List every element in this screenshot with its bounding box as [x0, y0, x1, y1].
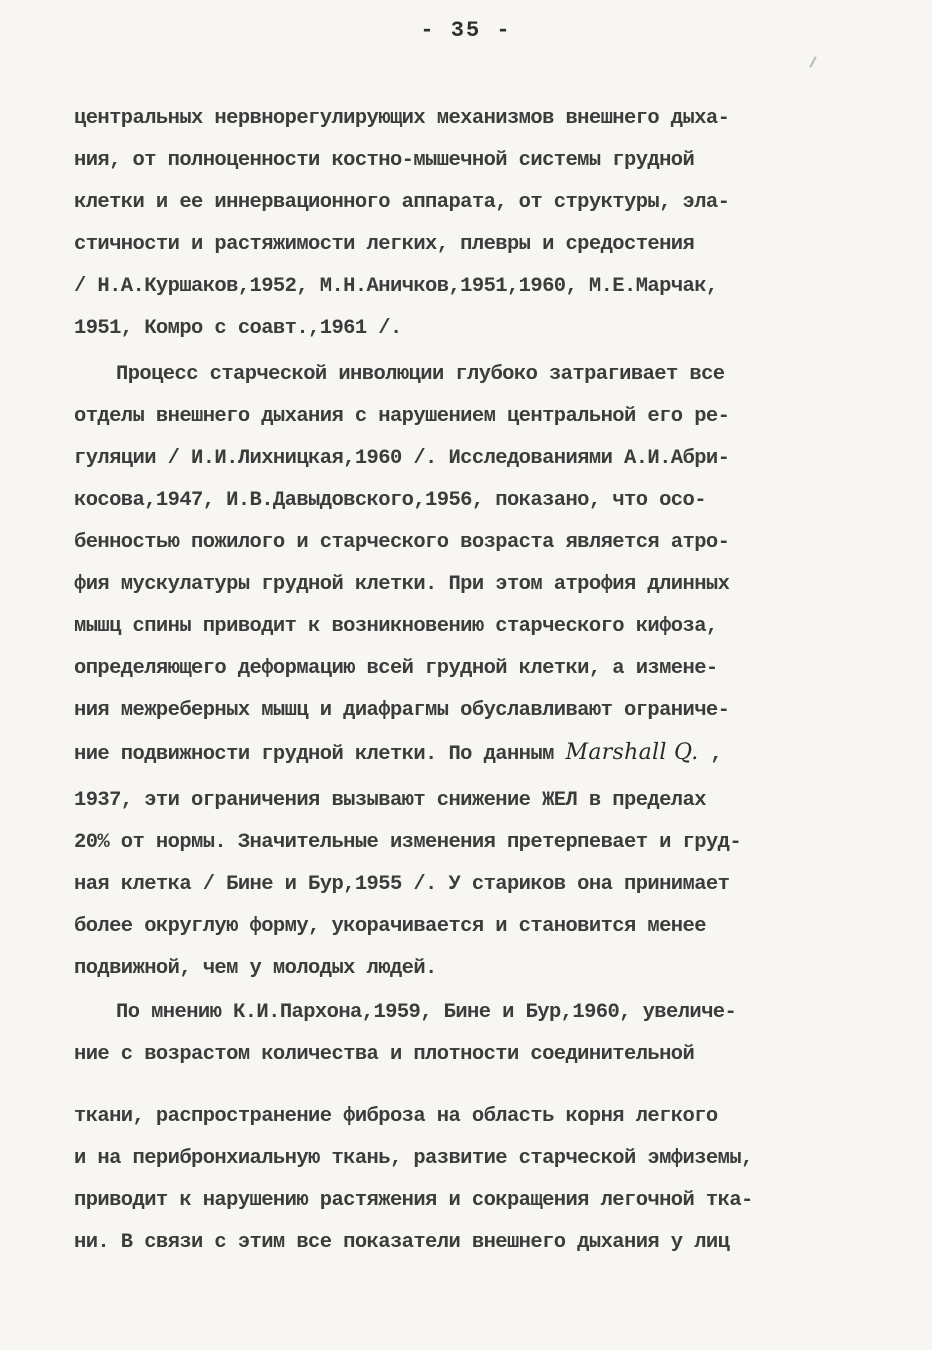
text-line: клетки и ее иннервационного аппарата, от структуры, эла- [74, 191, 730, 214]
text-line: ния межреберных мышц и диафрагмы обуславливают ограниче- [74, 699, 730, 722]
text-line: центральных нервнорегулирующих механизмов внешнего дыха- [74, 107, 730, 130]
text-line: гуляции / И.И.Лихницкая,1960 /. Исследованиями А.И.Абри- [74, 447, 730, 470]
text-line: 20% от нормы. Значительные изменения претерпевает и груд- [74, 831, 742, 854]
text-line: фия мускулатуры грудной клетки. При этом атрофия длинных [74, 573, 730, 596]
text-line: ни. В связи с этим все показатели внешнего дыхания у лиц [74, 1231, 730, 1254]
handwritten-name: Marshall Q. [565, 740, 699, 765]
text-line: бенностью пожилого и старческого возраста является атро- [74, 531, 730, 554]
text-line: стичности и растяжимости легких, плевры и средостения [74, 233, 695, 256]
text-line: и на перибронхиальную ткань, развитие старческой эмфиземы, [74, 1147, 753, 1170]
text-line: / Н.А.Куршаков,1952, М.Н.Аничков,1951,1960, М.Е.Марчак, [74, 275, 718, 298]
text-segment: ние подвижности грудной клетки. По данным [74, 743, 566, 766]
text-line: ткани, распространение фиброза на область корня легкого [74, 1105, 718, 1128]
text-line: По мнению К.И.Пархона,1959, Бине и Бур,1960, увеличе- [116, 1001, 737, 1024]
text-line: косова,1947, И.В.Давыдовского,1956, показано, что осо- [74, 489, 706, 512]
text-line: 1951, Комро с соавт.,1961 /. [74, 317, 402, 340]
text-line: ние с возрастом количества и плотности соединительной [74, 1043, 695, 1066]
page-number: - 35 - [420, 18, 512, 43]
text-line: отделы внешнего дыхания с нарушением центральной его ре- [74, 405, 730, 428]
text-line: 1937, эти ограничения вызывают снижение ЖЕЛ в пределах [74, 789, 706, 812]
text-line: ния, от полноценности костно-мышечной системы грудной [74, 149, 695, 172]
pencil-mark [809, 56, 816, 68]
text-line-with-handwriting [74, 740, 722, 766]
text-segment: , [698, 743, 722, 766]
text-line: определяющего деформацию всей грудной клетки, а измене- [74, 657, 718, 680]
text-line: мышц спины приводит к возникновению старческого кифоза, [74, 615, 718, 638]
text-line: Процесс старческой инволюции глубоко затрагивает все [116, 363, 725, 386]
text-line: приводит к нарушению растяжения и сокращения легочной тка- [74, 1189, 753, 1212]
text-line: подвижной, чем у молодых людей. [74, 957, 437, 980]
text-line: более округлую форму, укорачивается и становится менее [74, 915, 706, 938]
text-line: ная клетка / Бине и Бур,1955 /. У стариков она принимает [74, 873, 730, 896]
